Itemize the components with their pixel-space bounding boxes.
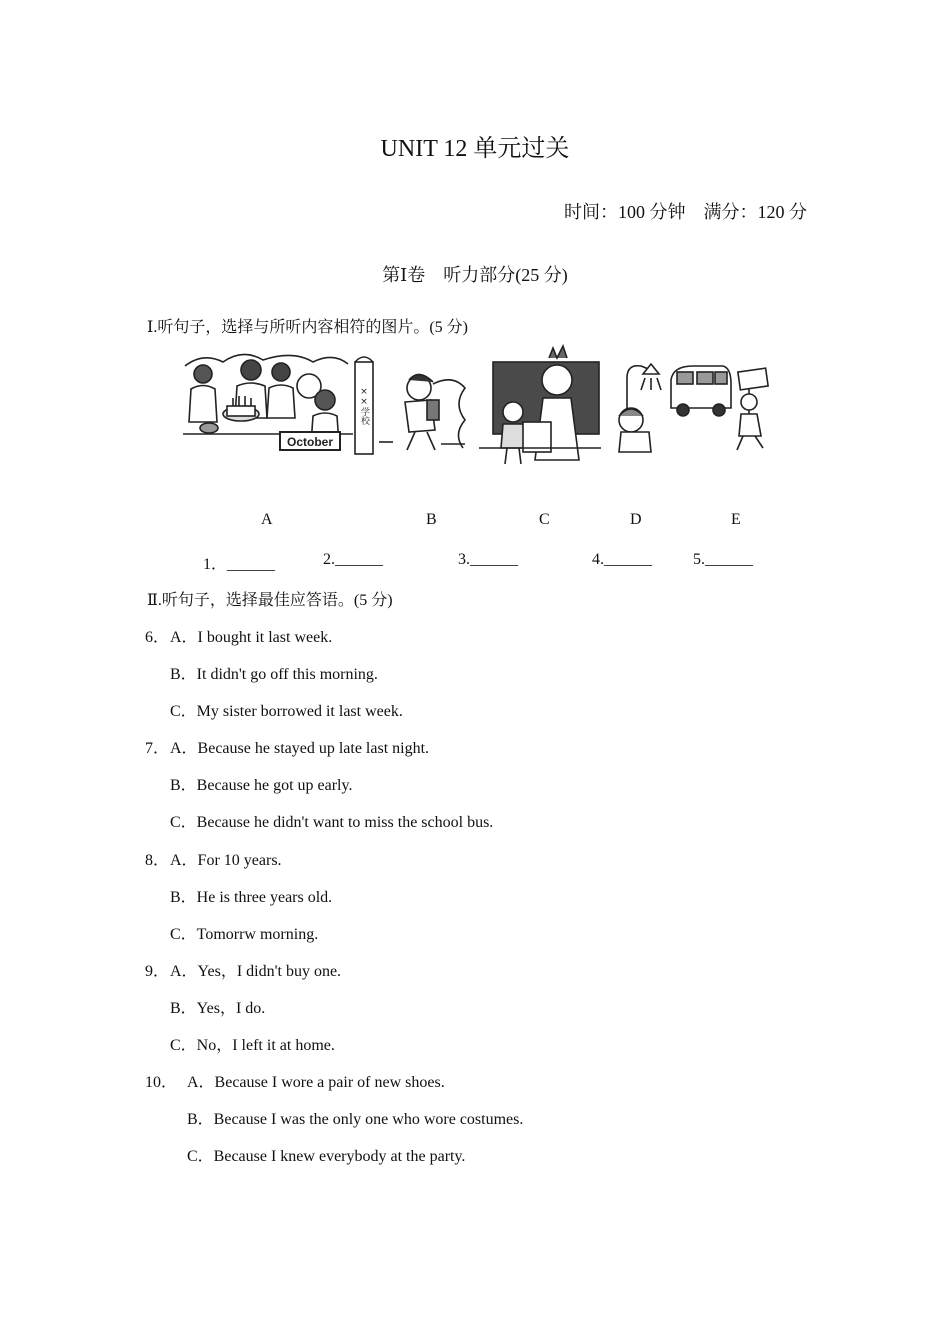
picture-label-b: B [426, 511, 437, 528]
section-title: 第Ⅰ卷 听力部分(25 分) [382, 265, 568, 285]
picture-label-a: A [261, 511, 273, 528]
option-7c: C．Because he didn't want to miss the school bus. [170, 814, 494, 831]
picture-label-d: D [630, 511, 642, 528]
option-9b: B．Yes，I do. [170, 1000, 266, 1017]
calendar-text: October [286, 435, 334, 449]
option-8c: C．Tomorrw morning. [170, 926, 319, 943]
answer-blank-2[interactable]: 2.______ [323, 551, 383, 568]
option-9c: C．No，I left it at home. [170, 1037, 335, 1054]
picture-c-teacher-student [479, 346, 601, 464]
option-7a: A．Because he stayed up late last night. [170, 740, 430, 757]
answer-blank-5[interactable]: 5.______ [693, 551, 753, 568]
part1-heading: Ⅰ.听句子，选择与所听内容相符的图片。(5 分) [147, 319, 468, 336]
option-6b: B．It didn't go off this morning. [170, 666, 378, 683]
answer-blank-4[interactable]: 4.______ [592, 551, 652, 568]
option-7b: B．Because he got up early. [170, 777, 353, 794]
option-10a: A．Because I wore a pair of new shoes. [187, 1074, 445, 1091]
option-10c: C．Because I knew everybody at the party. [187, 1148, 466, 1165]
question-number: 7． [145, 740, 170, 757]
listening-pictures [183, 344, 773, 474]
option-8a: A．For 10 years. [170, 852, 282, 869]
answer-blank-3[interactable]: 3.______ [458, 551, 518, 568]
option-6a: A．I bought it last week. [170, 629, 333, 646]
picture-label-c: C [539, 511, 550, 528]
answer-blank-1[interactable]: 1．______ [203, 556, 276, 573]
picture-e-school-bus [671, 366, 768, 450]
option-10b: B．Because I was the only one who wore costumes. [187, 1111, 524, 1128]
option-9a: A．Yes，I didn't buy one. [170, 963, 342, 980]
option-6c: C．My sister borrowed it last week. [170, 703, 403, 720]
question-number: 9． [145, 963, 170, 980]
exam-time-score: 时间：100 分钟 满分：120 分 [564, 202, 807, 222]
option-8b: B．He is three years old. [170, 889, 333, 906]
picture-b-school-gate [355, 357, 465, 454]
question-number: 6． [145, 629, 170, 646]
question-number: 8． [145, 852, 170, 869]
picture-d-shower [619, 364, 661, 452]
part2-heading: Ⅱ.听句子，选择最佳应答语。(5 分) [147, 592, 393, 609]
gate-text: ××学校 [359, 387, 369, 425]
question-number: 10． [145, 1074, 178, 1091]
picture-a-birthday-party [183, 354, 353, 444]
picture-calendar-october [280, 432, 340, 450]
picture-label-e: E [731, 511, 741, 528]
document-title: UNIT 12 单元过关 [380, 136, 570, 162]
